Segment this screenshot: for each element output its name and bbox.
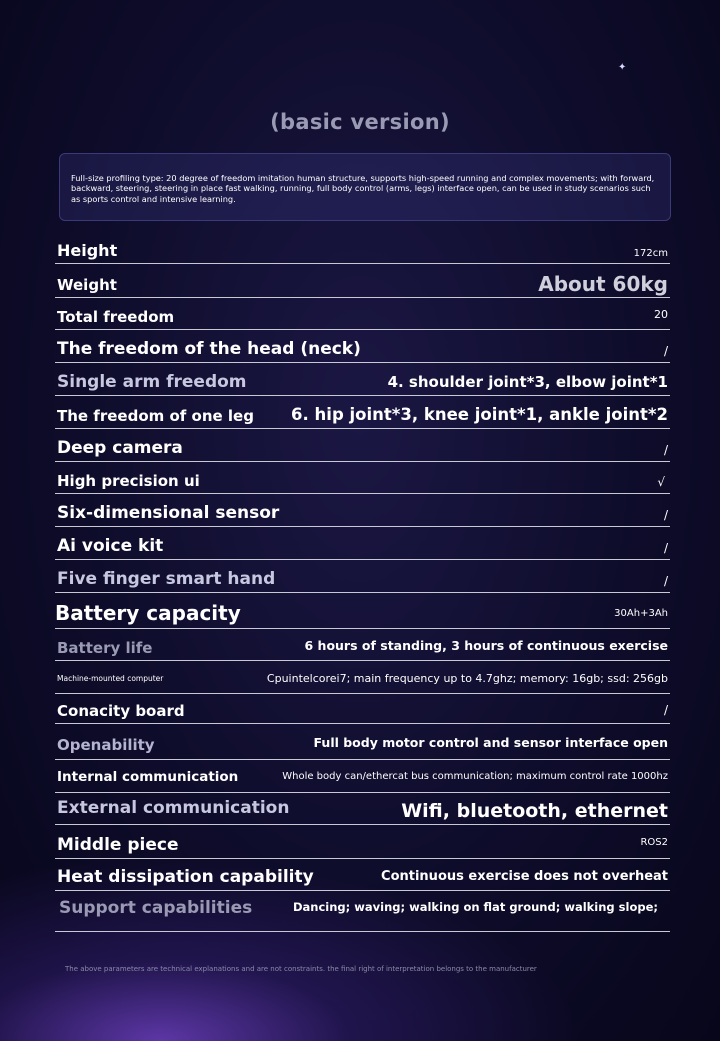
spec-label: Weight bbox=[57, 276, 117, 294]
spec-value: 4. shoulder joint*3, elbow joint*1 bbox=[387, 373, 668, 391]
spec-value: About 60kg bbox=[538, 272, 668, 296]
spec-row-battery-capacity bbox=[55, 593, 670, 629]
spec-label: Total freedom bbox=[57, 308, 175, 326]
spec-label: The freedom of the head (neck) bbox=[57, 339, 361, 359]
spec-row-weight bbox=[55, 264, 670, 298]
spec-label: Internal communication bbox=[57, 769, 239, 785]
spec-row-total-freedom bbox=[55, 298, 670, 330]
spec-value: 6. hip joint*3, knee joint*1, ankle joint*2 bbox=[291, 405, 668, 424]
disclaimer-footnote: The above parameters are technical explanations and are not constraints. the final right of interpretation belongs to the manufacturer bbox=[65, 965, 537, 973]
spec-value: 30Ah+3Ah bbox=[614, 608, 668, 619]
spec-label: External communication bbox=[57, 798, 290, 818]
spec-value: / bbox=[663, 574, 668, 588]
spec-value: Continuous exercise does not overheat bbox=[381, 869, 668, 884]
spec-row-height bbox=[55, 236, 670, 264]
spec-row-computer bbox=[55, 661, 670, 694]
spec-value: / bbox=[663, 703, 668, 717]
spec-label: Conacity board bbox=[57, 702, 185, 720]
spec-value: ROS2 bbox=[640, 837, 668, 848]
spec-row-openability bbox=[55, 724, 670, 760]
page-subtitle: (basic version) bbox=[270, 110, 450, 134]
spec-row-middle-piece bbox=[55, 825, 670, 859]
spec-row-internal-comm bbox=[55, 760, 670, 793]
sparkle-icon: ✦ bbox=[618, 62, 627, 73]
spec-value: / bbox=[663, 443, 668, 457]
spec-row-voice-kit bbox=[55, 527, 670, 560]
spec-value: / bbox=[663, 508, 668, 522]
spec-label: Openability bbox=[57, 736, 155, 754]
spec-label: Battery life bbox=[57, 639, 153, 657]
spec-label: Support capabilities bbox=[59, 898, 253, 918]
spec-label: Heat dissipation capability bbox=[57, 867, 314, 887]
description-box bbox=[59, 153, 671, 221]
spec-label: Five finger smart hand bbox=[57, 569, 276, 589]
spec-value: / bbox=[663, 541, 668, 555]
spec-row-six-dim-sensor bbox=[55, 494, 670, 527]
spec-label: Machine-mounted computer bbox=[57, 674, 164, 683]
spec-value: 20 bbox=[654, 308, 668, 321]
spec-label: Battery capacity bbox=[55, 601, 241, 625]
spec-row-arm-freedom bbox=[55, 363, 670, 396]
spec-value: √ bbox=[657, 475, 665, 489]
spec-label: Ai voice kit bbox=[57, 536, 164, 556]
spec-value: / bbox=[663, 344, 668, 358]
spec-row-head-freedom bbox=[55, 330, 670, 363]
spec-row-smart-hand bbox=[55, 560, 670, 593]
spec-value: Whole body can/ethercat bus communication; maximum control rate 1000hz bbox=[282, 771, 668, 782]
spec-label: Middle piece bbox=[57, 835, 179, 855]
spec-value: 172cm bbox=[633, 248, 668, 259]
spec-row-deep-camera bbox=[55, 429, 670, 462]
spec-label: Six-dimensional sensor bbox=[57, 503, 280, 523]
spec-row-battery-life bbox=[55, 629, 670, 661]
spec-row-leg-freedom bbox=[55, 396, 670, 429]
spec-value: Full body motor control and sensor interface open bbox=[313, 735, 668, 750]
spec-row-external-comm bbox=[55, 793, 670, 825]
spec-row-support-capabilities bbox=[55, 891, 670, 932]
spec-label: Single arm freedom bbox=[57, 372, 247, 392]
spec-row-heat-dissipation bbox=[55, 859, 670, 891]
spec-label: The freedom of one leg bbox=[57, 407, 254, 425]
spec-row-capacity-board bbox=[55, 694, 670, 724]
spec-value: Cpuintelcorei7; main frequency up to 4.7ghz; memory: 16gb; ssd: 256gb bbox=[266, 672, 668, 685]
description-text: Full-size profiling type: 20 degree of freedom imitation human structure, supports high-speed running and complex movements; with forward, backward, steering, steering in place fast walking, running, full body control (arms, legs) interface open, can be used in study scenarios such as sports control and intensive learning. bbox=[71, 173, 655, 204]
spec-value: 6 hours of standing, 3 hours of continuous exercise bbox=[304, 638, 668, 653]
spec-value: Wifi, bluetooth, ethernet bbox=[401, 800, 668, 822]
spec-value: Dancing; waving; walking on flat ground; walking slope; bbox=[292, 900, 658, 914]
spec-label: Deep camera bbox=[57, 438, 183, 458]
spec-row-precision-ui bbox=[55, 462, 670, 494]
spec-label: High precision ui bbox=[57, 472, 200, 490]
spec-label: Height bbox=[57, 241, 118, 260]
